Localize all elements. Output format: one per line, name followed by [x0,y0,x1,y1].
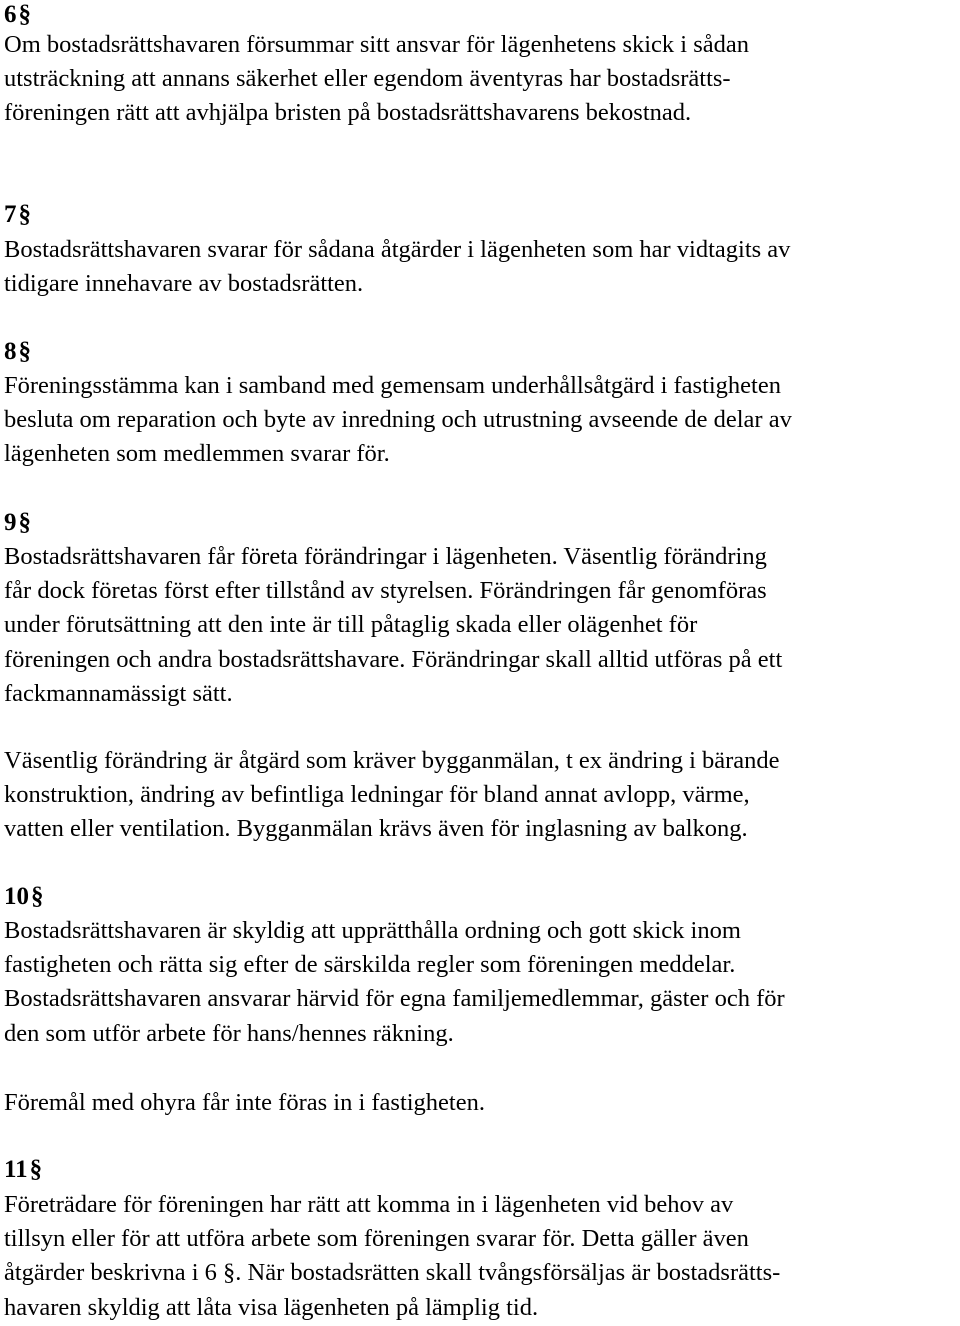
text-line: Företrädare för föreningen har rätt att komma in i lägenheten vid behov av [4,1191,734,1218]
text-line: Bostadsrättshavaren svarar för sådana åtgärder i lägenheten som har vidtagits av [4,236,791,263]
text-line: åtgärder beskrivna i 6 §. När bostadsrätten skall tvångsförsäljas är bostadsrätts- [4,1259,781,1287]
section-8-paragraph [4,369,792,472]
section-heading-8 [4,337,31,367]
text-line: Bostadsrättshavaren får företa förändringar i lägenheten. Väsentlig förändring [4,543,767,570]
paragraph-symbol: § [31,883,44,910]
section-heading-9 [4,508,31,538]
text-line: konstruktion, ändring av befintliga ledningar för bland annat avlopp, värme, [4,781,750,809]
text-line: får dock företas först efter tillstånd av styrelsen. Förändringen får genomföras [4,577,767,605]
text-line: besluta om reparation och byte av inredning och utrustning avseende de delar av [4,406,792,434]
section-10-paragraph-1 [4,914,785,1051]
text-line: föreningen rätt att avhjälpa bristen på bostadsrättshavarens bekostnad. [4,99,692,127]
section-11-paragraph [4,1188,780,1325]
section-7-paragraph [4,233,790,301]
paragraph-symbol: § [18,1,31,28]
section-9-paragraph-1 [4,540,782,711]
text-line: Väsentlig förändring är åtgärd som kräver bygganmälan, t ex ändring i bärande [4,747,780,774]
text-line: vatten eller ventilation. Bygganmälan krävs även för inglasning av balkong. [4,815,748,843]
section-heading-11 [4,1155,42,1185]
text-line: lägenheten som medlemmen svarar för. [4,440,390,468]
text-line: utsträckning att annans säkerhet eller egendom äventyras har bostadsrätts- [4,65,731,93]
text-line: Bostadsrättshavaren ansvarar härvid för egna familjemedlemmar, gäster och för [4,985,785,1013]
section-heading-6 [4,0,31,30]
section-number: 9 [4,509,17,536]
text-line: Föremål med ohyra får inte föras in i fastigheten. [4,1089,485,1116]
paragraph-symbol: § [18,338,31,365]
section-number: 6 [4,1,17,28]
section-10-paragraph-2 [4,1086,485,1120]
section-heading-7 [4,200,31,230]
section-9-paragraph-2 [4,744,780,847]
section-heading-10 [4,882,44,912]
text-line: tillsyn eller för att utföra arbete som föreningen svarar för. Detta gäller även [4,1225,749,1253]
text-line: tidigare innehavare av bostadsrätten. [4,270,364,298]
text-line: fackmannamässigt sätt. [4,679,233,707]
text-line: den som utför arbete för hans/hennes räkning. [4,1019,454,1047]
text-line: Bostadsrättshavaren är skyldig att upprätthålla ordning och gott skick inom [4,917,741,944]
text-line: havaren skyldig att låta visa lägenheten på lämplig tid. [4,1293,539,1321]
section-number: 8 [4,338,17,365]
paragraph-symbol: § [29,1156,43,1183]
section-number: 10 [4,883,29,910]
section-number: 7 [4,201,17,228]
paragraph-symbol: § [18,509,31,536]
section-number: 11 [4,1156,28,1183]
text-line: fastigheten och rätta sig efter de särskilda regler som föreningen meddelar. [4,951,736,979]
text-line: under förutsättning att den inte är till påtaglig skada eller olägenhet för [4,611,698,639]
text-line: Föreningsstämma kan i samband med gemensam underhållsåtgärd i fastigheten [4,372,781,399]
text-line: Om bostadsrättshavaren försummar sitt ansvar för lägenhetens skick i sådan [4,31,750,58]
paragraph-symbol: § [18,201,31,228]
section-6-paragraph [4,28,749,131]
text-line: föreningen och andra bostadsrättshavare. Förändringar skall alltid utföras på ett [4,645,783,673]
